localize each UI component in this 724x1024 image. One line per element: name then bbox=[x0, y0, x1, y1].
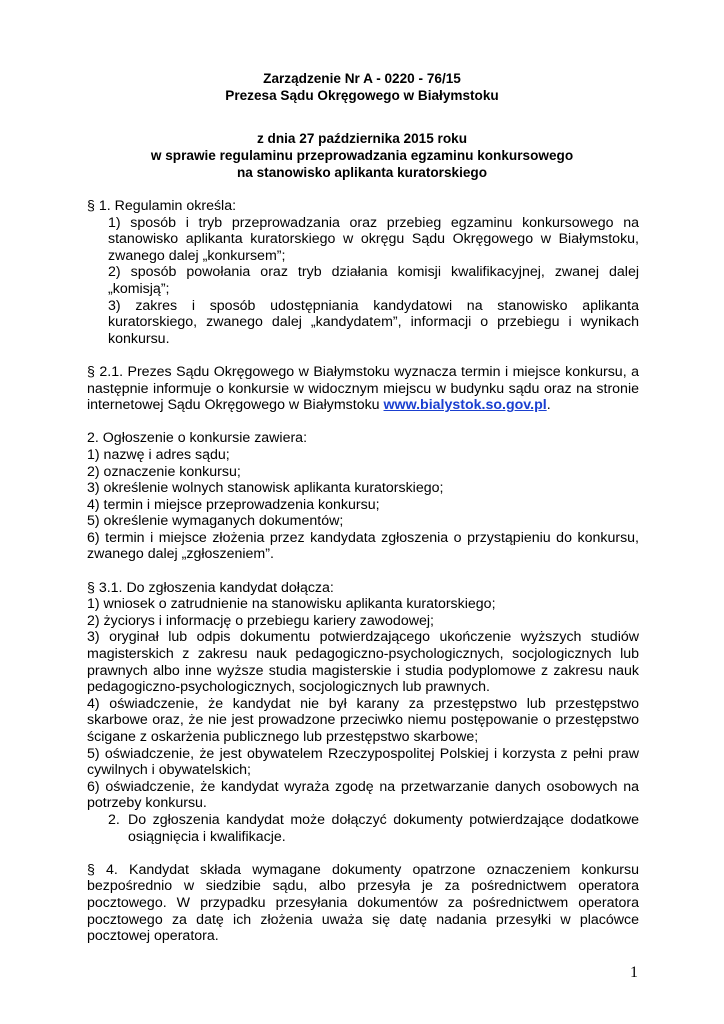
issuer: Prezesa Sądu Okręgowego w Białymstoku bbox=[225, 88, 499, 103]
ordinance-subject-cont: na stanowisko aplikanta kuratorskiego bbox=[236, 165, 488, 180]
section-1-item-1: 1) sposób i tryb przeprowadzania oraz przebieg egzaminu konkursowego na stanowisko aplikanta kuratorskiego w okręgu Sądu Okręgowego w Białymstoku, zwanego dalej „konkursem”; bbox=[108, 214, 639, 264]
section-2-item: 1) nazwę i adres sądu; bbox=[87, 446, 230, 463]
section-2-item: 5) określenie wymaganych dokumentów; bbox=[87, 513, 344, 530]
ordinance-date: z dnia 27 października 2015 roku bbox=[256, 131, 468, 146]
court-website-link[interactable]: www.bialystok.so.gov.pl bbox=[383, 397, 547, 414]
section-2-end: . bbox=[546, 397, 551, 414]
section-2-item: 6) termin i miejsce złożenia przez kandydata zgłoszenia o przystąpieniu do konkursu, zwanego dalej „zgłoszeniem”. bbox=[87, 529, 639, 563]
section-3-paragraph-2-number: 2. bbox=[108, 811, 120, 828]
section-2-paragraph-1 bbox=[87, 364, 639, 414]
section-3-item: 5) oświadczenie, że jest obywatelem Rzeczypospolitej Polskiej i korzysta z pełni praw cywilnych i obywatelskich; bbox=[87, 745, 639, 779]
section-2-item: 4) termin i miejsce przeprowadzenia konkursu; bbox=[87, 496, 380, 513]
section-1-intro: § 1. Regulamin określa: bbox=[87, 198, 237, 214]
ordinance-subject: w sprawie regulaminu przeprowadzania egzaminu konkursowego bbox=[150, 148, 574, 163]
section-1-item-2: 2) sposób powołania oraz tryb działania komisji kwalifikacyjnej, zwanej dalej „komisją”; bbox=[108, 264, 639, 297]
section-3-item: 3) oryginał lub odpis dokumentu potwierdzającego ukończenie wyższych studiów magisterskich z zakresu nauk pedagogiczno-psychologicznych, socjologicznych lub prawnych albo inne wyższe studia magisterskie i studia podyplomowe z zakresu nauk pedagogiczno-psychologicznych, socjologicznych lub prawnych. bbox=[87, 629, 639, 696]
section-3-item: 6) oświadczenie, że kandydat wyraża zgodę na przetwarzanie danych osobowych na potrzeby konkursu. bbox=[87, 778, 639, 812]
page-number: 1 bbox=[630, 964, 638, 981]
section-2-paragraph-2-intro: 2. Ogłoszenie o konkursie zawiera: bbox=[87, 430, 308, 447]
section-2-item: 3) określenie wolnych stanowisk aplikanta kuratorskiego; bbox=[87, 480, 444, 497]
section-3-item: 2) życiorys i informację o przebiegu kariery zawodowej; bbox=[87, 612, 434, 629]
section-2-item: 2) oznaczenie konkursu; bbox=[87, 463, 241, 480]
section-3-paragraph-2-text: Do zgłoszenia kandydat może dołączyć dokumenty potwierdzające dodatkowe osiągnięcia i kwalifikacje. bbox=[128, 811, 639, 845]
section-2-text: § 2.1. Prezes Sądu Okręgowego w Białymstoku wyznacza termin i miejsce konkursu, a następnie informuje o konkursie w widocznym miejscu w budynku sądu oraz na stronie internetowej Sądu Okręgowego w Białymstoku bbox=[87, 363, 639, 414]
section-3-item: 1) wniosek o zatrudnienie na stanowisku aplikanta kuratorskiego; bbox=[87, 596, 496, 613]
section-1-item-3: 3) zakres i sposób udostępniania kandydatowi na stanowisko aplikanta kuratorskiego, zwanego dalej „kandydatem”, informacji o przebiegu i wynikach konkursu. bbox=[108, 297, 639, 347]
section-3-item: 4) oświadczenie, że kandydat nie był karany za przestępstwo lub przestępstwo skarbowe oraz, że nie jest prowadzone przeciwko niemu postępowanie o przestępstwo ścigane z oskarżenia publicznego lub przestępstwo skarbowe; bbox=[87, 695, 639, 745]
section-4: § 4. Kandydat składa wymagane dokumenty opatrzone oznaczeniem konkursu bezpośrednio w siedzibie sądu, albo przesyła je za pośrednictwem operatora pocztowego. W przypadku przesyłania dokumentów za pośrednictwem operatora pocztowego za datę ich złożenia uważa się datę nadania przesyłki w placówce pocztowej operatora. bbox=[87, 861, 639, 945]
section-3-intro: § 3.1. Do zgłoszenia kandydat dołącza: bbox=[87, 579, 334, 596]
document-body bbox=[87, 198, 639, 945]
ordinance-number: Zarządzenie Nr A - 0220 - 76/15 bbox=[263, 71, 461, 86]
section-3-paragraph-2 bbox=[87, 812, 639, 845]
